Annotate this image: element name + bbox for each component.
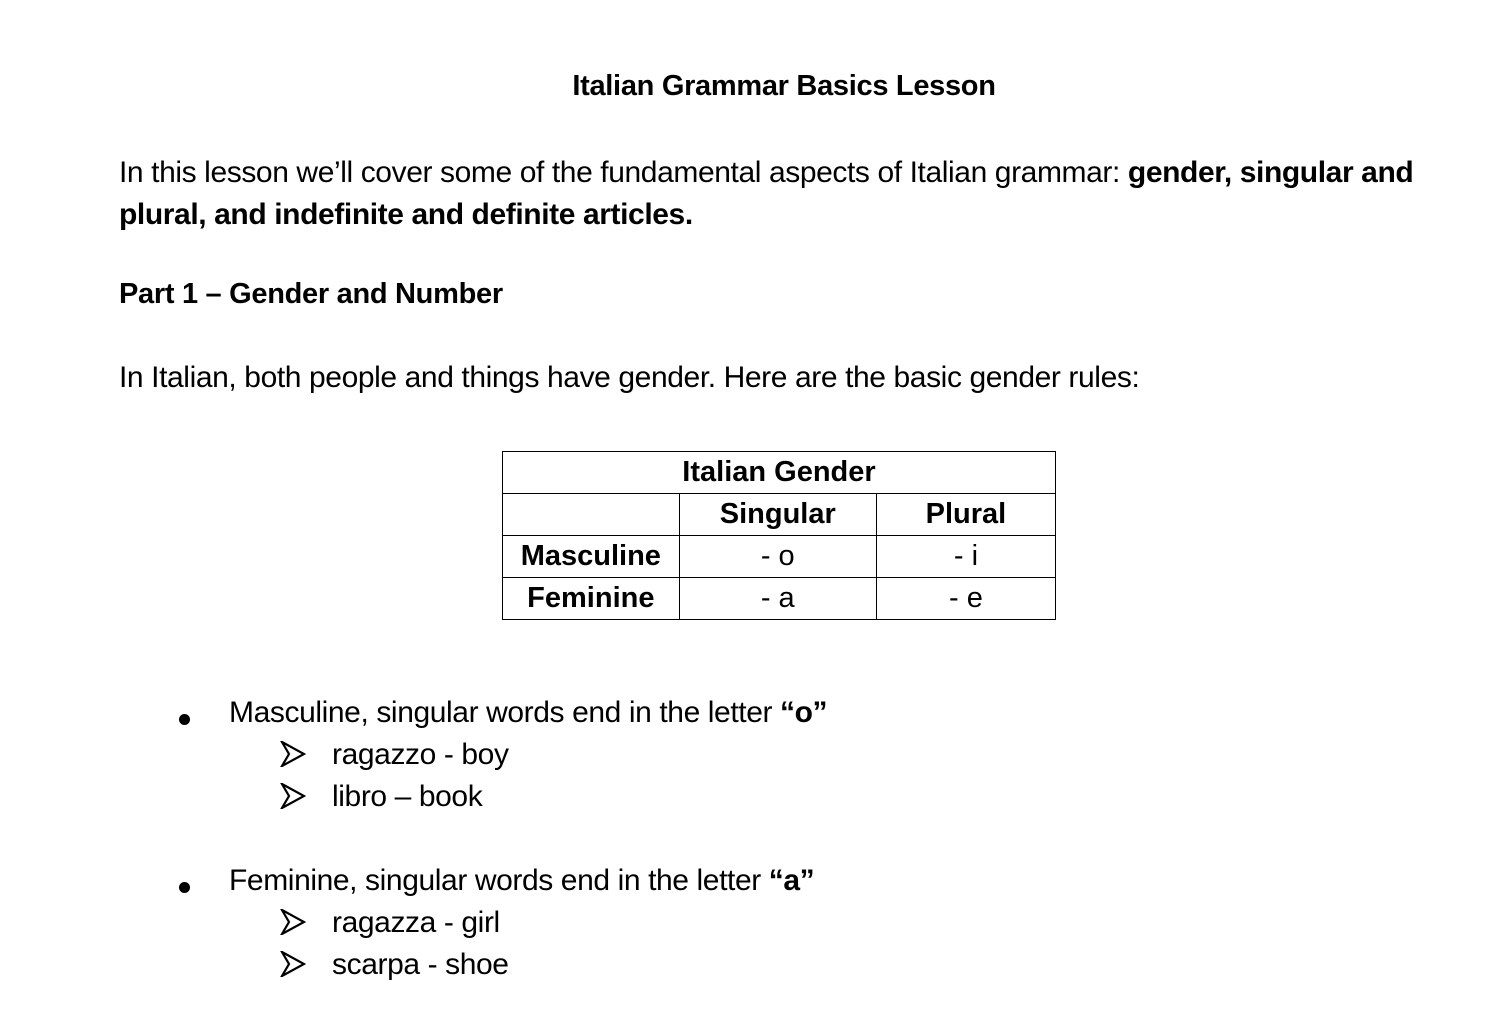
rule-plain-text: Feminine, singular words end in the letter: [229, 864, 769, 897]
table-header-cell: [503, 494, 680, 536]
arrowhead-icon: [280, 741, 306, 767]
cell-feminine-plural: - e: [876, 578, 1055, 620]
table-header-row: [503, 494, 1056, 536]
example-text: scarpa - shoe: [332, 948, 509, 981]
bullet-dot-icon: [179, 882, 190, 893]
bullet-dot-icon: [179, 714, 190, 725]
table-header-singular: Singular: [679, 494, 876, 536]
intro-bold-text: gender, singular and plural, and indefinite and definite articles.: [119, 156, 1414, 231]
document-title: Italian Grammar Basics Lesson: [572, 70, 996, 102]
part1-heading: Part 1 – Gender and Number: [119, 278, 503, 310]
example-text: ragazza - girl: [332, 906, 500, 939]
cell-feminine-singular: - a: [679, 578, 876, 620]
rule-text: [229, 864, 814, 898]
rule-bold-letter: “o”: [780, 696, 828, 729]
cell-masculine-plural: - i: [876, 536, 1055, 578]
arrowhead-icon: [280, 783, 306, 809]
gender-intro-paragraph: In Italian, both people and things have gender. Here are the basic gender rules:: [119, 361, 1140, 394]
rule-text: [229, 696, 827, 730]
cell-masculine-singular: - o: [679, 536, 876, 578]
row-label-feminine: Feminine: [503, 578, 680, 620]
rule-bold-letter: “a”: [768, 864, 815, 897]
intro-text: In this lesson we’ll cover some of the fundamental aspects of Italian grammar:: [119, 156, 1128, 189]
table-caption-row: [503, 452, 1056, 494]
table-row: [503, 578, 1056, 620]
table-header-plural: Plural: [876, 494, 1055, 536]
example-text: ragazzo - boy: [332, 738, 509, 771]
table-caption: Italian Gender: [503, 452, 1056, 494]
example-text: libro – book: [332, 780, 483, 813]
rule-plain-text: Masculine, singular words end in the letter: [229, 696, 781, 729]
row-label-masculine: Masculine: [503, 536, 680, 578]
arrowhead-icon: [280, 951, 306, 977]
arrowhead-icon: [280, 909, 306, 935]
intro-paragraph: [119, 152, 1459, 236]
table-row: [503, 536, 1056, 578]
gender-table: [502, 451, 1056, 620]
